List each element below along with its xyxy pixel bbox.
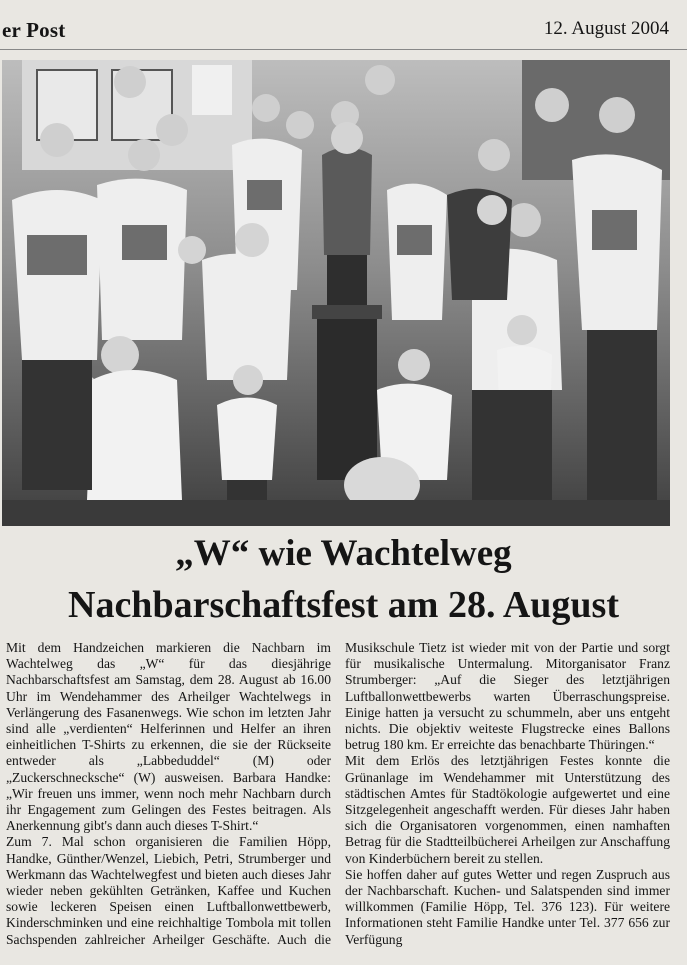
newspaper-name: er Post bbox=[2, 18, 66, 42]
issue-date: 12. August 2004 bbox=[543, 18, 669, 39]
headline-line-1: „W“ wie Wachtelweg bbox=[175, 533, 512, 574]
group-photo bbox=[2, 60, 670, 526]
headline-line-2: Nachbarschaftsfest am 28. August bbox=[68, 584, 619, 626]
article-paragraph: Sie hoffen daher auf gutes Wetter und regen Zuspruch aus der Nachbarschaft. Kuchen- und Salatspenden sind immer willkommen (Familie Höpp, Tel. 376 123). Für weitere Informationen steht Familie Handke unter Tel. 377 656 zur Verfügung bbox=[345, 866, 670, 947]
article-paragraph: Zum 7. Mal schon organisieren die Familien Höpp, Handke, Günther/Wenzel, Liebich, Petri, Strumberger und Werkmann das Wachtelwegfest und bieten auch dieses Jahr wieder neben gekühlten Getränken, Kaffee und Kuchen sowie leckeren Speisen einen Luftballonwettbewerb, Kinderschminken und eine reichhaltige Tombola mit tollen Sachspenden zahlreicher Arheilger Geschäfte. Auch die Musikschule Tietz ist wieder mit von der Partie und sorgt für musikalische Untermalung. Mitorganisator Franz Strumberger: „Auf die Sieger des letztjährigen Luftballonwettbewerbs warten Überraschungspreise. Einige hatten ja versucht zu schummeln, aber uns entgeht nichts. Die objektiv weiteste Flugstrecke eines Ballons betrug 180 km. Er erreichte das benachbarte Thüringen.“ bbox=[6, 640, 670, 947]
article-body bbox=[6, 640, 670, 962]
page-header bbox=[0, 0, 687, 50]
group-photo-illustration bbox=[2, 60, 670, 526]
article-paragraph: Mit dem Erlös des letztjährigen Festes konnte die Grünanlage im Wendehammer mit Unterstützung des städtischen Amtes für Stadtökologie aufgewertet und eine Sitzgelegenheit angeschafft werden. Für dieses Jahr haben sich die Organisatoren vorgenommen, einen namhaften Betrag für die Stadtteilbücherei Arheilgen zur Anschaffung von Kinderbüchern bereit zu stellen. bbox=[345, 753, 670, 866]
article-paragraph: Mit dem Handzeichen markieren die Nachbarn im Wachtelweg das „W“ für das diesjährige Nachbarschaftsfest am Samstag, dem 28. August ab 16.00 Uhr im Wendehammer des Arheilger Wachtelwegs in Verlängerung des Fasanenwegs. Wie schon im letzten Jahr sind alle „verdienten“ Helferinnen und Helfer an ihren einheitlichen T-Shirts zu erkennen, die sie der Rückseite entweder als „Labbeduddel“ (M) oder „Zuckerschnecksche“ (W) ausweisen. Barbara Handke: „Wir freuen uns immer, wenn noch mehr Nachbarn durch ihr Engagement zum Gelingen des Festes beitragen. Als Anerkennung gibt's dann auch dieses T-Shirt.“ bbox=[6, 640, 331, 834]
